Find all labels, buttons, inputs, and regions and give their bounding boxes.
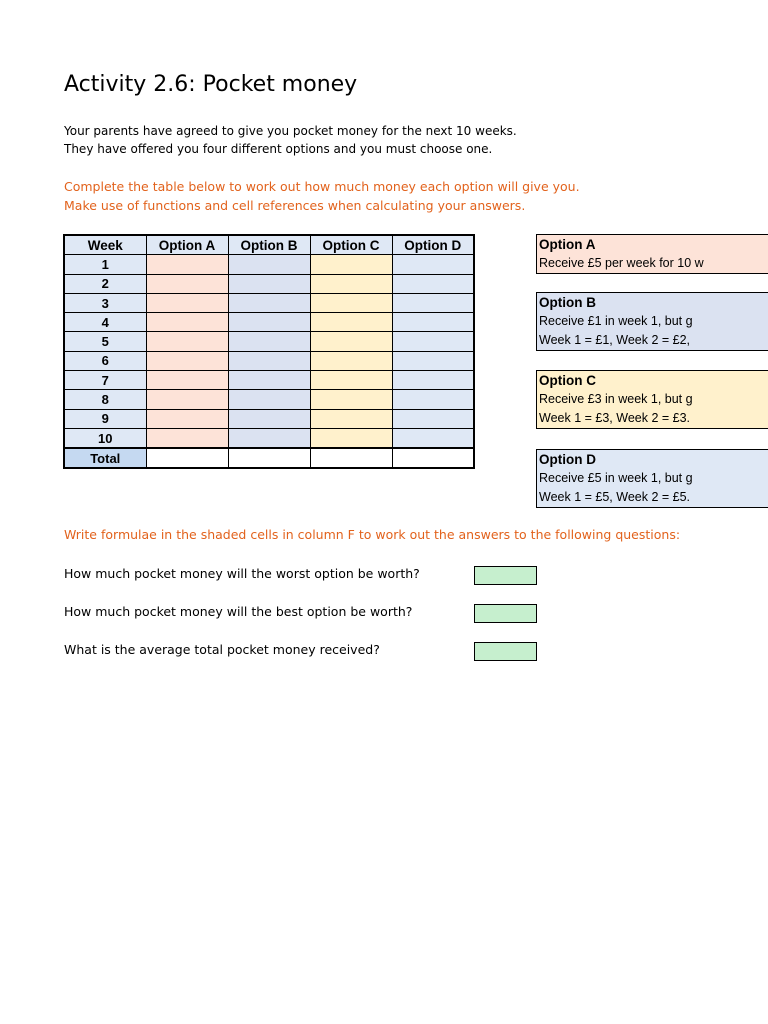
answer-cell-best[interactable] xyxy=(474,604,537,623)
header-option-d[interactable]: Option D xyxy=(392,235,474,255)
option-b-cell[interactable] xyxy=(228,409,310,428)
pocket-money-table xyxy=(63,234,475,469)
option-a-cell[interactable] xyxy=(146,428,228,448)
week-cell[interactable]: 1 xyxy=(64,255,146,274)
intro-text xyxy=(64,122,517,158)
option-c-cell[interactable] xyxy=(310,255,392,274)
option-c-box xyxy=(536,370,768,429)
option-d-cell[interactable] xyxy=(392,313,474,332)
week-cell[interactable]: 5 xyxy=(64,332,146,351)
header-option-b[interactable]: Option B xyxy=(228,235,310,255)
header-week[interactable]: Week xyxy=(64,235,146,255)
option-d-cell[interactable] xyxy=(392,371,474,390)
option-a-cell[interactable] xyxy=(146,274,228,293)
intro-line: They have offered you four different options and you must choose one. xyxy=(64,142,493,156)
week-cell[interactable]: 10 xyxy=(64,428,146,448)
option-a-cell[interactable] xyxy=(146,351,228,370)
table-header-row xyxy=(64,235,474,255)
option-a-cell[interactable] xyxy=(146,332,228,351)
option-d-box xyxy=(536,449,768,508)
week-cell[interactable]: 8 xyxy=(64,390,146,409)
questions-instruction: Write formulae in the shaded cells in column F to work out the answers to the following questions: xyxy=(64,527,681,542)
table-row xyxy=(64,313,474,332)
option-b-cell[interactable] xyxy=(228,428,310,448)
option-a-box xyxy=(536,234,768,274)
header-option-c[interactable]: Option C xyxy=(310,235,392,255)
week-cell[interactable]: 9 xyxy=(64,409,146,428)
table-row xyxy=(64,274,474,293)
table-row xyxy=(64,371,474,390)
option-b-description[interactable]: Receive £1 in week 1, but g xyxy=(539,314,693,328)
option-a-cell[interactable] xyxy=(146,313,228,332)
week-cell[interactable]: 3 xyxy=(64,293,146,312)
week-cell[interactable]: 6 xyxy=(64,351,146,370)
option-a-total-cell[interactable] xyxy=(146,448,228,468)
table-row xyxy=(64,428,474,448)
option-d-description[interactable]: Receive £5 in week 1, but g xyxy=(539,471,693,485)
option-b-example[interactable]: Week 1 = £1, Week 2 = £2, xyxy=(539,333,691,347)
question-average: What is the average total pocket money received? xyxy=(64,642,380,657)
option-c-example[interactable]: Week 1 = £3, Week 2 = £3. xyxy=(539,411,691,425)
option-b-cell[interactable] xyxy=(228,390,310,409)
page-title: Activity 2.6: Pocket money xyxy=(64,72,358,97)
question-best: How much pocket money will the best option be worth? xyxy=(64,604,413,619)
option-b-cell[interactable] xyxy=(228,274,310,293)
option-d-total-cell[interactable] xyxy=(392,448,474,468)
table-row xyxy=(64,409,474,428)
option-c-total-cell[interactable] xyxy=(310,448,392,468)
option-d-cell[interactable] xyxy=(392,255,474,274)
option-b-cell[interactable] xyxy=(228,255,310,274)
option-c-cell[interactable] xyxy=(310,274,392,293)
option-c-cell[interactable] xyxy=(310,409,392,428)
total-label[interactable]: Total xyxy=(64,448,146,468)
option-a-cell[interactable] xyxy=(146,293,228,312)
week-cell[interactable]: 4 xyxy=(64,313,146,332)
table-instructions xyxy=(64,177,580,215)
option-c-cell[interactable] xyxy=(310,313,392,332)
option-d-cell[interactable] xyxy=(392,351,474,370)
option-d-title[interactable]: Option D xyxy=(539,452,596,467)
option-b-cell[interactable] xyxy=(228,332,310,351)
table-row xyxy=(64,332,474,351)
option-a-cell[interactable] xyxy=(146,371,228,390)
option-a-title[interactable]: Option A xyxy=(539,237,596,252)
option-a-cell[interactable] xyxy=(146,255,228,274)
option-d-cell[interactable] xyxy=(392,428,474,448)
option-b-cell[interactable] xyxy=(228,293,310,312)
option-c-cell[interactable] xyxy=(310,332,392,351)
table-row xyxy=(64,351,474,370)
table-row xyxy=(64,293,474,312)
table-row xyxy=(64,255,474,274)
answer-cell-worst[interactable] xyxy=(474,566,537,585)
option-c-description[interactable]: Receive £3 in week 1, but g xyxy=(539,392,693,406)
option-b-cell[interactable] xyxy=(228,313,310,332)
option-b-cell[interactable] xyxy=(228,351,310,370)
option-b-cell[interactable] xyxy=(228,371,310,390)
option-c-cell[interactable] xyxy=(310,428,392,448)
option-d-cell[interactable] xyxy=(392,332,474,351)
option-b-title[interactable]: Option B xyxy=(539,295,596,310)
question-worst: How much pocket money will the worst option be worth? xyxy=(64,566,420,581)
table-row xyxy=(64,390,474,409)
week-cell[interactable]: 7 xyxy=(64,371,146,390)
option-c-title[interactable]: Option C xyxy=(539,373,596,388)
instruction-line: Complete the table below to work out how much money each option will give you. xyxy=(64,179,580,194)
intro-line: Your parents have agreed to give you pocket money for the next 10 weeks. xyxy=(64,124,517,138)
instruction-line: Make use of functions and cell references when calculating your answers. xyxy=(64,198,526,213)
option-d-cell[interactable] xyxy=(392,274,474,293)
option-a-cell[interactable] xyxy=(146,409,228,428)
option-a-cell[interactable] xyxy=(146,390,228,409)
option-d-cell[interactable] xyxy=(392,409,474,428)
option-d-example[interactable]: Week 1 = £5, Week 2 = £5. xyxy=(539,490,691,504)
option-c-cell[interactable] xyxy=(310,390,392,409)
answer-cell-average[interactable] xyxy=(474,642,537,661)
header-option-a[interactable]: Option A xyxy=(146,235,228,255)
total-row xyxy=(64,448,474,468)
option-c-cell[interactable] xyxy=(310,351,392,370)
option-c-cell[interactable] xyxy=(310,293,392,312)
week-cell[interactable]: 2 xyxy=(64,274,146,293)
option-d-cell[interactable] xyxy=(392,390,474,409)
option-d-cell[interactable] xyxy=(392,293,474,312)
option-c-cell[interactable] xyxy=(310,371,392,390)
option-b-box xyxy=(536,292,768,351)
option-a-description[interactable]: Receive £5 per week for 10 w xyxy=(539,256,704,270)
option-b-total-cell[interactable] xyxy=(228,448,310,468)
